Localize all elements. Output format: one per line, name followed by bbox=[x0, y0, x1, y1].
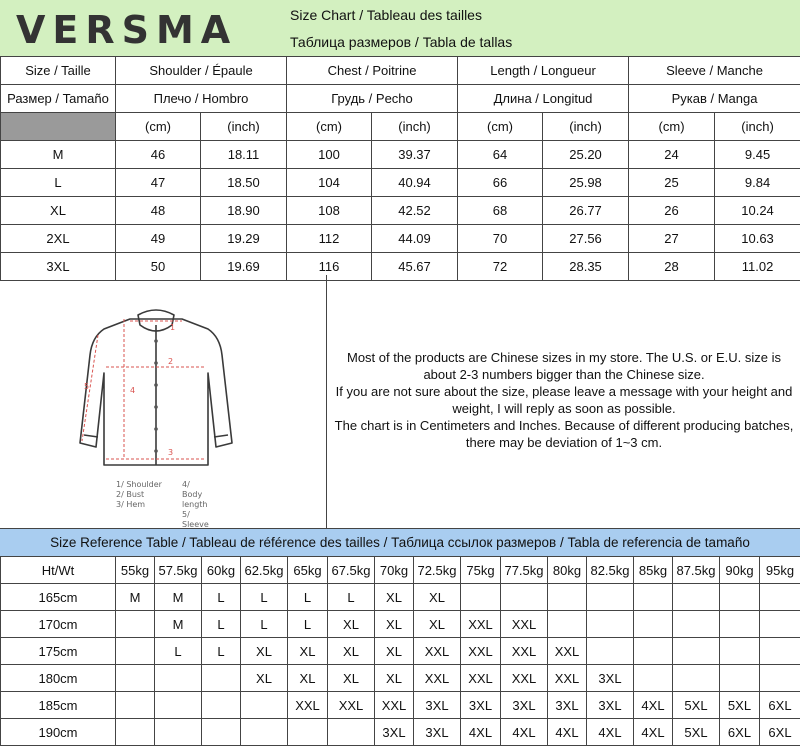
height-label: 180cm bbox=[1, 665, 116, 692]
recommended-size-cell: 5XL bbox=[720, 692, 760, 719]
measure-cell: 9.84 bbox=[715, 169, 800, 197]
measure-cell: 64 bbox=[458, 141, 543, 169]
recommended-size-cell: 4XL bbox=[587, 719, 634, 746]
recommended-size-cell: XL bbox=[328, 665, 375, 692]
size-header-row bbox=[1, 57, 800, 85]
measure-cell: 24 bbox=[629, 141, 715, 169]
recommended-size-cell bbox=[288, 719, 328, 746]
reference-title: Size Reference Table / Tableau de référence des tailles / Таблица ссылок размеров / Tabla de referencia de tamaño bbox=[0, 529, 800, 557]
recommended-size-cell bbox=[202, 665, 241, 692]
recommended-size-cell bbox=[155, 665, 202, 692]
recommended-size-cell: 3XL bbox=[501, 692, 548, 719]
recommended-size-cell: 3XL bbox=[414, 719, 461, 746]
recommended-size-cell: L bbox=[202, 611, 241, 638]
reference-table bbox=[0, 556, 800, 746]
recommended-size-cell: XXL bbox=[414, 638, 461, 665]
recommended-size-cell bbox=[673, 584, 720, 611]
recommended-size-cell: 4XL bbox=[501, 719, 548, 746]
recommended-size-cell: XL bbox=[414, 611, 461, 638]
size-header-row-translated bbox=[1, 85, 800, 113]
measure-cell: 40.94 bbox=[372, 169, 458, 197]
measure-cell: 25 bbox=[629, 169, 715, 197]
note-line: Most of the products are Chinese sizes in my store. The U.S. or E.U. size is bbox=[347, 350, 781, 365]
chest-header: Грудь / Pecho bbox=[287, 85, 458, 113]
height-label: 190cm bbox=[1, 719, 116, 746]
recommended-size-cell: 5XL bbox=[673, 692, 720, 719]
height-label: 185cm bbox=[1, 692, 116, 719]
measure-cell: 116 bbox=[287, 253, 372, 281]
measure-cell: 28.35 bbox=[543, 253, 629, 281]
length-header: Length / Longueur bbox=[458, 57, 629, 85]
recommended-size-cell: 4XL bbox=[634, 692, 673, 719]
recommended-size-cell bbox=[116, 611, 155, 638]
size-rows bbox=[1, 141, 800, 281]
weight-header: 82.5kg bbox=[587, 557, 634, 584]
weight-header: 90kg bbox=[720, 557, 760, 584]
recommended-size-cell bbox=[116, 719, 155, 746]
unit-inch: (inch) bbox=[201, 113, 287, 141]
weight-header: 77.5kg bbox=[501, 557, 548, 584]
recommended-size-cell bbox=[720, 665, 760, 692]
recommended-size-cell bbox=[673, 638, 720, 665]
recommended-size-cell bbox=[760, 665, 800, 692]
recommended-size-cell: XXL bbox=[328, 692, 375, 719]
garment-diagram bbox=[0, 275, 327, 528]
recommended-size-cell bbox=[328, 719, 375, 746]
recommended-size-cell: L bbox=[241, 611, 288, 638]
unit-inch: (inch) bbox=[715, 113, 800, 141]
recommended-size-cell bbox=[155, 719, 202, 746]
recommended-size-cell bbox=[720, 638, 760, 665]
info-section bbox=[0, 275, 800, 529]
measure-cell: 70 bbox=[458, 225, 543, 253]
recommended-size-cell bbox=[587, 638, 634, 665]
measure-cell: 48 bbox=[116, 197, 201, 225]
legend-item: 3/ Hem bbox=[116, 500, 146, 509]
marker-4: 4 bbox=[130, 386, 136, 395]
size-label: M bbox=[1, 141, 116, 169]
recommended-size-cell bbox=[634, 665, 673, 692]
recommended-size-cell: XL bbox=[241, 638, 288, 665]
size-row bbox=[1, 169, 800, 197]
recommended-size-cell: 3XL bbox=[587, 665, 634, 692]
recommended-size-cell: L bbox=[202, 638, 241, 665]
unit-cm: (cm) bbox=[287, 113, 372, 141]
size-table bbox=[0, 56, 800, 281]
recommended-size-cell: 3XL bbox=[414, 692, 461, 719]
recommended-size-cell bbox=[241, 692, 288, 719]
size-label: 3XL bbox=[1, 253, 116, 281]
legend-item: 4/ Body length bbox=[182, 480, 208, 509]
height-label: 175cm bbox=[1, 638, 116, 665]
weight-header: 72.5kg bbox=[414, 557, 461, 584]
unit-cm: (cm) bbox=[116, 113, 201, 141]
recommended-size-cell bbox=[202, 692, 241, 719]
measure-cell: 18.11 bbox=[201, 141, 287, 169]
chart-title: Size Chart / Tableau des tailles bbox=[290, 7, 482, 23]
measure-cell: 27.56 bbox=[543, 225, 629, 253]
size-row bbox=[1, 197, 800, 225]
recommended-size-cell bbox=[760, 611, 800, 638]
sleeve-header: Рукав / Manga bbox=[629, 85, 800, 113]
recommended-size-cell: 5XL bbox=[673, 719, 720, 746]
height-label: 170cm bbox=[1, 611, 116, 638]
recommended-size-cell: XXL bbox=[461, 665, 501, 692]
recommended-size-cell: XXL bbox=[548, 665, 587, 692]
recommended-size-cell bbox=[673, 611, 720, 638]
weight-header: 87.5kg bbox=[673, 557, 720, 584]
recommended-size-cell bbox=[720, 584, 760, 611]
weight-header: 80kg bbox=[548, 557, 587, 584]
weight-header-row bbox=[1, 557, 800, 584]
height-row bbox=[1, 692, 800, 719]
measure-cell: 72 bbox=[458, 253, 543, 281]
legend-item: 5/ Sleeve bbox=[182, 510, 209, 529]
recommended-size-cell: 3XL bbox=[548, 692, 587, 719]
recommended-size-cell: XXL bbox=[501, 638, 548, 665]
recommended-size-cell bbox=[241, 719, 288, 746]
size-row bbox=[1, 141, 800, 169]
measure-cell: 68 bbox=[458, 197, 543, 225]
recommended-size-cell bbox=[501, 584, 548, 611]
height-row bbox=[1, 665, 800, 692]
measure-cell: 46 bbox=[116, 141, 201, 169]
measure-cell: 47 bbox=[116, 169, 201, 197]
unit-cm: (cm) bbox=[458, 113, 543, 141]
length-header: Длина / Longitud bbox=[458, 85, 629, 113]
recommended-size-cell: XL bbox=[375, 611, 414, 638]
unit-inch: (inch) bbox=[372, 113, 458, 141]
recommended-size-cell: M bbox=[116, 584, 155, 611]
measure-cell: 44.09 bbox=[372, 225, 458, 253]
recommended-size-cell: 3XL bbox=[461, 692, 501, 719]
recommended-size-cell: L bbox=[155, 638, 202, 665]
ht-wt-corner: Ht/Wt bbox=[1, 557, 116, 584]
measure-cell: 45.67 bbox=[372, 253, 458, 281]
chest-header: Chest / Poitrine bbox=[287, 57, 458, 85]
weight-header: 67.5kg bbox=[328, 557, 375, 584]
measure-cell: 19.69 bbox=[201, 253, 287, 281]
shoulder-header: Shoulder / Épaule bbox=[116, 57, 287, 85]
recommended-size-cell: 3XL bbox=[587, 692, 634, 719]
recommended-size-cell: M bbox=[155, 584, 202, 611]
recommended-size-cell: L bbox=[202, 584, 241, 611]
size-header: Size / Taille bbox=[1, 57, 116, 85]
measure-cell: 26.77 bbox=[543, 197, 629, 225]
recommended-size-cell bbox=[634, 611, 673, 638]
recommended-size-cell: XL bbox=[241, 665, 288, 692]
size-header: Размер / Tamaño bbox=[1, 85, 116, 113]
measure-cell: 10.63 bbox=[715, 225, 800, 253]
legend-item: 2/ Bust bbox=[116, 490, 145, 499]
note-line: If you are not sure about the size, please leave a message with your height and bbox=[335, 384, 793, 399]
size-label: 2XL bbox=[1, 225, 116, 253]
measure-cell: 42.52 bbox=[372, 197, 458, 225]
legend-item: 1/ Shoulder bbox=[116, 480, 162, 489]
height-row bbox=[1, 719, 800, 746]
measure-cell: 18.90 bbox=[201, 197, 287, 225]
measure-cell: 49 bbox=[116, 225, 201, 253]
recommended-size-cell bbox=[587, 611, 634, 638]
recommended-size-cell bbox=[202, 719, 241, 746]
height-label: 165cm bbox=[1, 584, 116, 611]
diagram-legend bbox=[116, 480, 209, 529]
recommended-size-cell: L bbox=[328, 584, 375, 611]
weight-header: 55kg bbox=[116, 557, 155, 584]
note-line: about 2-3 numbers bigger than the Chinese size. bbox=[423, 367, 705, 382]
note-line: weight, I will reply as soon as possible. bbox=[452, 401, 676, 416]
marker-1: 1 bbox=[170, 323, 176, 332]
recommended-size-cell: XXL bbox=[548, 638, 587, 665]
measure-cell: 28 bbox=[629, 253, 715, 281]
measure-cell: 50 bbox=[116, 253, 201, 281]
recommended-size-cell: 3XL bbox=[375, 719, 414, 746]
recommended-size-cell bbox=[548, 611, 587, 638]
measure-cell: 108 bbox=[287, 197, 372, 225]
measure-cell: 112 bbox=[287, 225, 372, 253]
recommended-size-cell: XXL bbox=[375, 692, 414, 719]
reference-rows bbox=[1, 584, 800, 746]
legend-column-2 bbox=[182, 480, 209, 530]
recommended-size-cell: XXL bbox=[501, 611, 548, 638]
sleeve-header: Sleeve / Manche bbox=[629, 57, 800, 85]
recommended-size-cell bbox=[155, 692, 202, 719]
recommended-size-cell: XXL bbox=[288, 692, 328, 719]
recommended-size-cell: XL bbox=[328, 611, 375, 638]
recommended-size-cell: 6XL bbox=[760, 719, 800, 746]
marker-2: 2 bbox=[168, 357, 174, 366]
unit-row bbox=[1, 113, 800, 141]
measure-cell: 25.98 bbox=[543, 169, 629, 197]
recommended-size-cell: L bbox=[288, 584, 328, 611]
blank-cell bbox=[1, 113, 116, 141]
measure-cell: 19.29 bbox=[201, 225, 287, 253]
measure-cell: 100 bbox=[287, 141, 372, 169]
measure-cell: 10.24 bbox=[715, 197, 800, 225]
size-row bbox=[1, 225, 800, 253]
measure-cell: 9.45 bbox=[715, 141, 800, 169]
recommended-size-cell: XL bbox=[288, 665, 328, 692]
weight-header: 95kg bbox=[760, 557, 800, 584]
recommended-size-cell bbox=[116, 665, 155, 692]
recommended-size-cell bbox=[587, 584, 634, 611]
note-line: The chart is in Centimeters and Inches. Because of different producing batches, bbox=[334, 418, 794, 433]
chart-subtitle: Таблица размеров / Tabla de tallas bbox=[290, 34, 513, 50]
recommended-size-cell: 6XL bbox=[760, 692, 800, 719]
size-label: L bbox=[1, 169, 116, 197]
recommended-size-cell: L bbox=[241, 584, 288, 611]
recommended-size-cell bbox=[461, 584, 501, 611]
recommended-size-cell bbox=[634, 638, 673, 665]
weight-header: 70kg bbox=[375, 557, 414, 584]
recommended-size-cell: XXL bbox=[461, 611, 501, 638]
recommended-size-cell bbox=[760, 638, 800, 665]
recommended-size-cell: 4XL bbox=[461, 719, 501, 746]
weight-header: 57.5kg bbox=[155, 557, 202, 584]
size-label: XL bbox=[1, 197, 116, 225]
recommended-size-cell: XXL bbox=[461, 638, 501, 665]
recommended-size-cell bbox=[720, 611, 760, 638]
measure-cell: 18.50 bbox=[201, 169, 287, 197]
weight-header: 65kg bbox=[288, 557, 328, 584]
recommended-size-cell: XL bbox=[375, 665, 414, 692]
marker-3: 3 bbox=[168, 448, 174, 457]
recommended-size-cell: XL bbox=[375, 584, 414, 611]
measure-cell: 11.02 bbox=[715, 253, 800, 281]
size-note bbox=[328, 349, 800, 451]
recommended-size-cell: XXL bbox=[501, 665, 548, 692]
recommended-size-cell: XL bbox=[328, 638, 375, 665]
measure-cell: 26 bbox=[629, 197, 715, 225]
unit-cm: (cm) bbox=[629, 113, 715, 141]
recommended-size-cell bbox=[634, 584, 673, 611]
recommended-size-cell bbox=[116, 638, 155, 665]
brand-logo: VERSMA bbox=[16, 8, 238, 52]
height-row bbox=[1, 584, 800, 611]
measure-cell: 27 bbox=[629, 225, 715, 253]
marker-5: 5 bbox=[84, 382, 90, 391]
height-row bbox=[1, 638, 800, 665]
weight-header: 85kg bbox=[634, 557, 673, 584]
measure-cell: 25.20 bbox=[543, 141, 629, 169]
shoulder-header: Плечо / Hombro bbox=[116, 85, 287, 113]
header bbox=[0, 0, 800, 57]
recommended-size-cell: 4XL bbox=[634, 719, 673, 746]
recommended-size-cell: XXL bbox=[414, 665, 461, 692]
recommended-size-cell: XL bbox=[375, 638, 414, 665]
recommended-size-cell: M bbox=[155, 611, 202, 638]
weight-header: 60kg bbox=[202, 557, 241, 584]
recommended-size-cell bbox=[548, 584, 587, 611]
recommended-size-cell bbox=[116, 692, 155, 719]
recommended-size-cell: 6XL bbox=[720, 719, 760, 746]
measure-cell: 66 bbox=[458, 169, 543, 197]
note-line: there may be deviation of 1~3 cm. bbox=[465, 435, 663, 450]
recommended-size-cell: XL bbox=[414, 584, 461, 611]
shirt-illustration bbox=[0, 275, 326, 528]
recommended-size-cell bbox=[760, 584, 800, 611]
height-row bbox=[1, 611, 800, 638]
measure-cell: 39.37 bbox=[372, 141, 458, 169]
recommended-size-cell: XL bbox=[288, 638, 328, 665]
measure-cell: 104 bbox=[287, 169, 372, 197]
recommended-size-cell: 4XL bbox=[548, 719, 587, 746]
recommended-size-cell: L bbox=[288, 611, 328, 638]
unit-inch: (inch) bbox=[543, 113, 629, 141]
recommended-size-cell bbox=[673, 665, 720, 692]
weight-header: 75kg bbox=[461, 557, 501, 584]
weight-header: 62.5kg bbox=[241, 557, 288, 584]
